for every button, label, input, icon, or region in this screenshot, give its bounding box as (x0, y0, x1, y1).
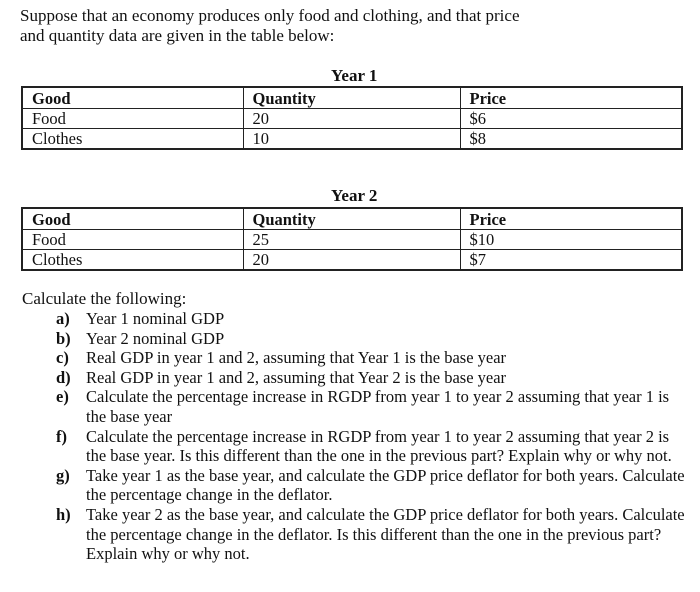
question-label: c) (56, 348, 69, 368)
list-item (56, 427, 686, 466)
question-text: Take year 1 as the base year, and calculate the GDP price deflator for both years. Calculate the percentage change in the deflator. (86, 465, 685, 505)
question-list (56, 309, 686, 564)
question-text: Calculate the percentage increase in RGDP from year 1 to year 2 assuming that year 1 is the base year (86, 387, 670, 426)
question-label: d) (56, 367, 71, 387)
question-label: b) (56, 328, 71, 348)
table-header-row (22, 87, 682, 109)
cell-quantity: 10 (243, 129, 460, 150)
year-1-title: Year 1 (331, 66, 378, 85)
question-label: g) (56, 465, 70, 485)
cell-good: Clothes (22, 129, 243, 150)
question-text: Take year 2 as the base year, and calculate the GDP price deflator for both years. Calculate the percentage change in the deflator. Is this different than the one in the previous part? Explain why or why not. (86, 504, 685, 564)
cell-price: $8 (460, 129, 682, 150)
question-label: a) (56, 309, 70, 328)
intro-paragraph (20, 6, 520, 46)
table-header-row (22, 208, 682, 230)
year-2-table (21, 207, 683, 271)
cell-good: Food (22, 230, 243, 250)
intro-line-1: Suppose that an economy produces only food and clothing, and that price (20, 6, 520, 25)
year-1-table (21, 86, 683, 150)
cell-price: $7 (460, 250, 682, 271)
list-item (56, 387, 686, 426)
question-text: Year 1 nominal GDP (86, 309, 225, 328)
cell-quantity: 20 (243, 109, 460, 129)
header-quantity: Quantity (243, 87, 460, 109)
question-label: e) (56, 387, 69, 407)
question-text: Year 2 nominal GDP (86, 328, 225, 348)
table-row (22, 250, 682, 271)
cell-price: $10 (460, 230, 682, 250)
header-quantity: Quantity (243, 208, 460, 230)
intro-line-2: and quantity data are given in the table below: (20, 26, 335, 45)
question-text: Calculate the percentage increase in RGDP from year 1 to year 2 assuming that year 2 is the base year. Is this different than the one in the previous part? Explain why or why not. (86, 426, 672, 466)
list-item (56, 368, 686, 388)
cell-quantity: 20 (243, 250, 460, 271)
question-label: f) (56, 426, 67, 446)
question-label: h) (56, 504, 71, 524)
table-row (22, 230, 682, 250)
list-item (56, 466, 686, 505)
question-text: Real GDP in year 1 and 2, assuming that Year 1 is the base year (86, 348, 507, 368)
question-text: Real GDP in year 1 and 2, assuming that Year 2 is the base year (86, 367, 507, 387)
table-row (22, 109, 682, 129)
header-price: Price (460, 87, 682, 109)
cell-price: $6 (460, 109, 682, 129)
year-2-title: Year 2 (331, 186, 378, 205)
cell-good: Food (22, 109, 243, 129)
cell-quantity: 25 (243, 230, 460, 250)
header-good: Good (22, 208, 243, 230)
list-item (56, 309, 686, 329)
list-item (56, 348, 686, 368)
header-good: Good (22, 87, 243, 109)
table-row (22, 129, 682, 150)
header-price: Price (460, 208, 682, 230)
questions-intro: Calculate the following: (22, 289, 187, 308)
list-item (56, 505, 686, 564)
cell-good: Clothes (22, 250, 243, 271)
list-item (56, 329, 686, 349)
